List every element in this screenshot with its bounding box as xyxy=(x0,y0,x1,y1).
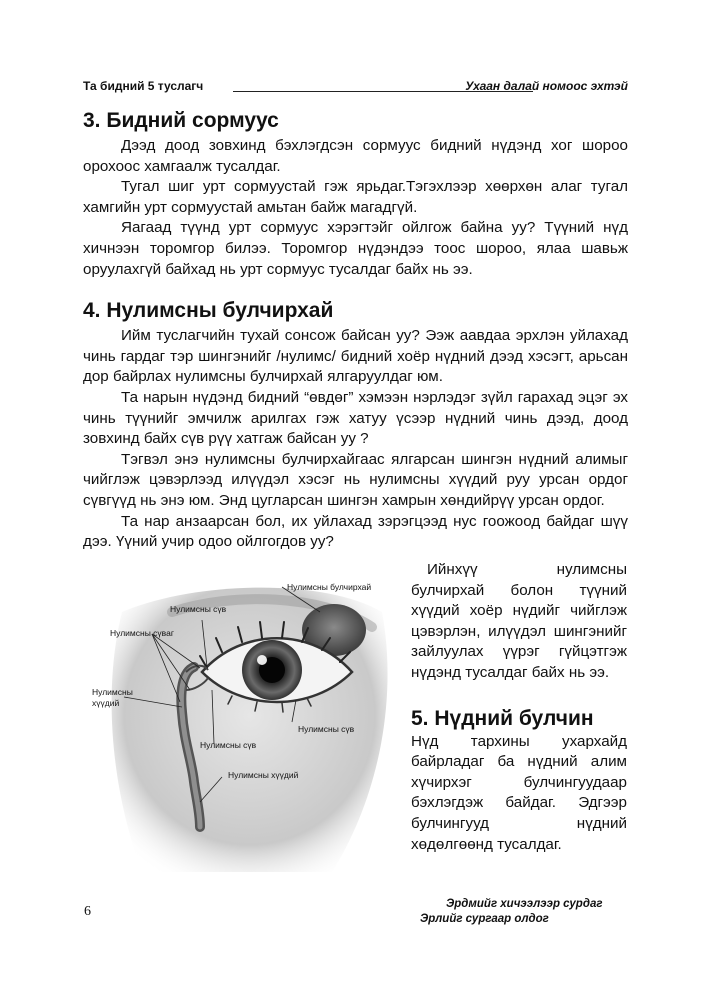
section-5-title: 5. Нүдний булчин xyxy=(411,706,594,730)
page-footer xyxy=(420,897,630,927)
label-lacrimal-sac-bottom: Нулимсны хүүдий xyxy=(228,770,299,780)
label-lacrimal-pore-top: Нулимсны сүв xyxy=(170,604,227,614)
section-4-paragraph: Тэгвэл энэ нулимсны булчирхайгаас ялгарсан шингэн нүдний алимыг чийглэж цэвэрлээд илүүдэл хэсэг нь нулимсны хүүдий руу урсан ордог сүвгүүд нь энэ юм. Энд цугларсан шингэн хамрын хөндийрүү урсан ордог. xyxy=(83,450,628,509)
footer-line-1: Эрдмийг хичээлээр сурдаг xyxy=(446,898,603,910)
main-text xyxy=(83,108,628,553)
section-3-paragraph: Тугал шиг урт сормуустай гэж ярьдаг.Тэгэхлээр хөөрхөн алаг тугал хамгийн урт сормуустай амьтан байж магадгүй. xyxy=(83,178,628,216)
header-right-title: Ухаан далай номоос эхтэй xyxy=(465,79,628,93)
section-4-paragraph: Та нар анзаарсан бол, их уйлахад зэрэгцээд нус гоожоод байдаг шүү дээ. Үүний учир одоо ойлгогдов уу? xyxy=(83,512,628,551)
right-column xyxy=(411,560,627,855)
section-5-paragraph: Нүд тархины ухархайд байрладаг ба нүдний алим хүчирхэг булчингуудаар бэхлэгдэж байдаг. Эдгээр булчингууд нүдний хөдөлгөөнд тусалдаг. xyxy=(411,732,627,853)
section-3-paragraph: Дээд доод зовхинд бэхлэгдсэн сормуус бидний нүдэнд хог шороо орохоос хамгаалж тусалдаг. xyxy=(83,137,628,175)
page-number: 6 xyxy=(84,904,91,919)
section-3-paragraph: Яагаад түүнд урт сормуус хэрэгтэйг ойлгож байна уу? Түүний нүд хичнээн торомгор билээ. Торомгор нүдэндээ тоос шороо, ялаа шавьж оруулахгүй байхад нь урт сормуус тусалдаг байх нь ээ. xyxy=(83,219,628,278)
label-lacrimal-duct: Нулимсны сүваг xyxy=(110,628,174,638)
page-header xyxy=(83,79,628,99)
header-left-title: Та бидний 5 туслагч xyxy=(83,79,204,93)
label-lacrimal-pore-bottom: Нулимсны сүв xyxy=(200,740,257,750)
section-4-title: 4. Нулимсны булчирхай xyxy=(83,299,334,323)
section-4-paragraph: Та нарын нүдэнд бидний “өвдөг” хэмээн нэрлэдэг зүйл гарахад эцэг эх чинь түүнийг эмчилж арилгах гэж хатуу үсээр нүдний чинь дээд, доод зовхинд байх сүв рүү хатгаж байсан уу ? xyxy=(83,388,628,448)
label-lacrimal-sac: Нулимсны хүүдий xyxy=(92,687,133,708)
footer-line-2: Эрлийг сургаар олдог xyxy=(420,913,549,925)
section-3-title: 3. Бидний сормуус xyxy=(83,109,279,132)
section-4-paragraph: Ийм туслагчийн тухай сонсож байсан уу? Ээж аавдаа эрхлэн уйлахад чинь гардаг тэр шингэнийг /нулимс/ бидний хоёр нүдний дээд хэсэгт, арьсан дор байрлах нулимсны булчирхай ялгаруулдаг юм. xyxy=(83,327,628,386)
lacrimal-gland-illustration xyxy=(82,572,402,882)
right-column-paragraph: Ийнхүү нулимсны булчирхай болон түүний хүүдий хоёр нүдийг чийглэж цэвэрлэн, илүүдэл шингэнийг зайлуулах үүрэг гүйцэтгэж нүдэнд тусалдаг байх нь ээ. xyxy=(411,561,627,681)
label-lacrimal-pore-right: Нулимсны сүв xyxy=(298,724,355,734)
label-lacrimal-gland: Нулимсны булчирхай xyxy=(287,582,372,592)
